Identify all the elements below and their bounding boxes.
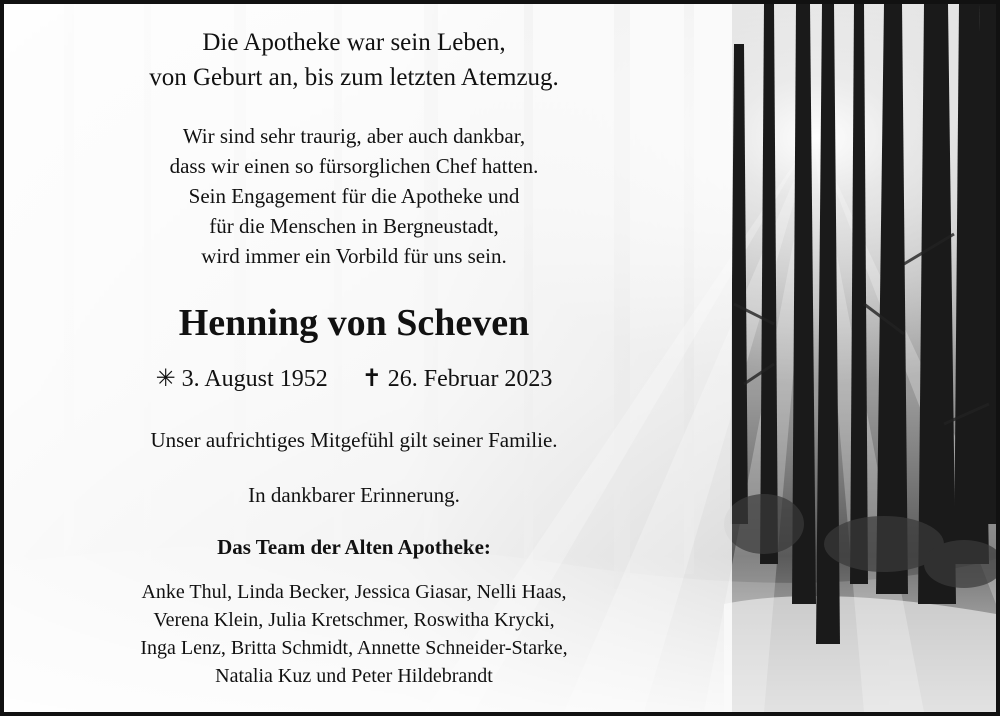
team-heading: Das Team der Alten Apotheke: — [217, 535, 491, 559]
intro-line-1: Die Apotheke war sein Leben, — [202, 29, 506, 56]
message-line-4: für die Menschen in Bergneustadt, — [209, 214, 499, 238]
message-line-2: dass wir einen so fürsorglichen Chef hatten. — [169, 154, 539, 178]
team-members-line-3: Inga Lenz, Britta Schmidt, Annette Schneider-Starke, — [140, 637, 568, 659]
birth-date: 3. August 1952 — [181, 366, 328, 392]
message-line-3: Sein Engagement für die Apotheke und — [188, 184, 520, 208]
life-dates — [4, 364, 704, 393]
team-members-line-1: Anke Thul, Linda Becker, Jessica Giasar, Nelli Haas, — [141, 581, 567, 603]
team-members-line-4: Natalia Kuz und Peter Hildebrandt — [215, 665, 493, 687]
remembrance-text: In dankbarer Erinnerung. — [248, 483, 460, 507]
deceased-name: Henning von Scheven — [178, 302, 530, 344]
message-line-5: wird immer ein Vorbild für uns sein. — [201, 244, 507, 268]
death-date: 26. Februar 2023 — [387, 366, 553, 392]
obituary-text — [4, 4, 704, 712]
death-cross-icon: ✝ — [361, 366, 382, 392]
condolence-text: Unser aufrichtiges Mitgefühl gilt seiner Familie. — [150, 428, 558, 452]
message-line-1: Wir sind sehr traurig, aber auch dankbar, — [182, 124, 526, 148]
intro-line-2: von Geburt an, bis zum letzten Atemzug. — [149, 64, 559, 91]
birth-star-icon: ✳ — [155, 366, 176, 392]
team-members-line-2: Verena Klein, Julia Kretschmer, Roswitha Krycki, — [153, 609, 555, 631]
